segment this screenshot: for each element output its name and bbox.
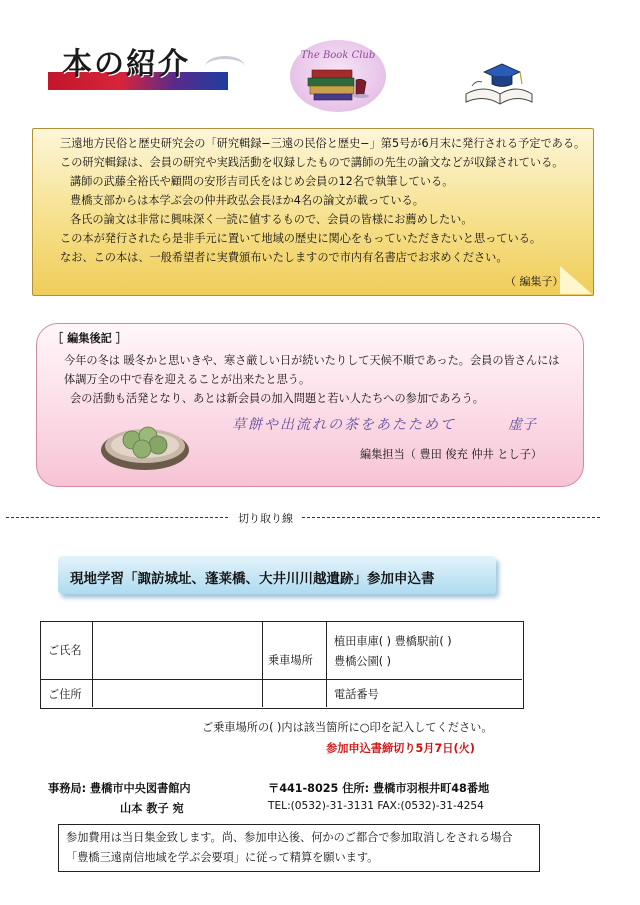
office-tel-fax: TEL:(0532)-31-3131 FAX:(0532)-31-4254 (268, 800, 484, 812)
fee-notice-line: 参加費用は当日集金致します。尚、参加申込後、何かのご都合で参加取消しをされる場合 (66, 831, 513, 844)
intro-line: 豊橋支部からは本学ぶ会の仲井政弘会長ほか4名の論文が載っている。 (70, 194, 424, 207)
table-divider (92, 621, 93, 707)
notes-line: 体調万全の中で春を迎えることが出来たと思う。 (64, 373, 311, 386)
address-label: ご住所 (48, 688, 82, 701)
cut-line (302, 517, 600, 518)
intro-line: 講師の武藤全裕氏や顧問の安形吉司氏をはじめ会員の12名で執筆している。 (70, 175, 454, 188)
intro-signature: （ 編集子） (505, 275, 564, 288)
graduation-cap-book-icon (462, 56, 534, 112)
cut-line (6, 517, 228, 518)
address-field[interactable] (94, 681, 326, 706)
table-divider (40, 679, 522, 680)
book-club-label: The Book Club (300, 50, 376, 61)
office-address: 〒441-8025 住所: 豊橋市羽根井町48番地 (268, 782, 490, 795)
haiku: 草餅や出流れの茶をあたためて (232, 417, 456, 433)
intro-line: この本が発行されたら是非手元に置いて地域の歴史に関心をもっていただきたいと思っている。 (60, 232, 542, 245)
intro-line: 各氏の論文は非常に興味深く一読に値するもので、会員の皆様にお薦めしたい。 (70, 213, 473, 226)
deadline-notice: 参加申込書締切り5月7日(火) (326, 742, 475, 755)
notes-heading: ［ 編集後記 ］ (52, 332, 127, 345)
office-label: 事務局: 豊橋市中央図書館内 (48, 782, 191, 795)
notes-line: 今年の冬は 暖冬かと思いきや、寒さ厳しい日が続いたりして天候不順であった。会員の皆さんには (64, 354, 560, 367)
page-curl (560, 266, 592, 294)
phone-label: 電話番号 (334, 688, 379, 701)
editors-credit: 編集担当（ 豊田 俊充 仲井 とし子） (360, 448, 543, 461)
boarding-label: 乗車場所 (268, 654, 313, 667)
intro-line: なお、この本は、一般希望者に実費頒布いたしますので市内有名書店でお求めください。 (60, 251, 508, 264)
form-title: 現地学習「諏訪城址、蓬莱橋、大井川川越遺跡」参加申込書 (70, 571, 435, 587)
phone-field[interactable] (395, 681, 521, 706)
name-field[interactable] (94, 623, 260, 678)
kusamochi-plate-image (98, 414, 192, 474)
intro-line: 三遠地方民俗と歴史研究会の「研究輯録−三遠の民俗と歴史−」第5号が6月末に発行される予定である。 (60, 137, 586, 150)
boarding-option-park[interactable]: 豊橋公園( ) (334, 655, 392, 668)
name-label: ご氏名 (48, 644, 82, 657)
cut-line-label: 切り取り線 (238, 512, 293, 525)
office-contact-name: 山本 教子 宛 (120, 802, 184, 815)
page-title: 本の紹介 (62, 47, 190, 82)
table-divider (326, 621, 327, 707)
boarding-option-ueda-ekimae[interactable]: 植田車庫( ) 豊橋駅前( ) (334, 635, 452, 648)
notes-line: 会の活動も活発となり、あとは新会員の加入問題と若い人たちへの参加であろう。 (70, 392, 484, 405)
haiku-author: 虚子 (508, 417, 536, 433)
intro-line: この研究輯録は、会員の研究や実践活動を収録したもので講師の先生の論文などが収録されている。 (60, 156, 564, 169)
boarding-instruction: ご乗車場所の( )内は該当箇所に○印を記入してください。 (202, 721, 493, 734)
fee-notice-line: 「豊橋三遠南信地域を学ぶ会要項」に従って精算を願います。 (66, 851, 379, 864)
